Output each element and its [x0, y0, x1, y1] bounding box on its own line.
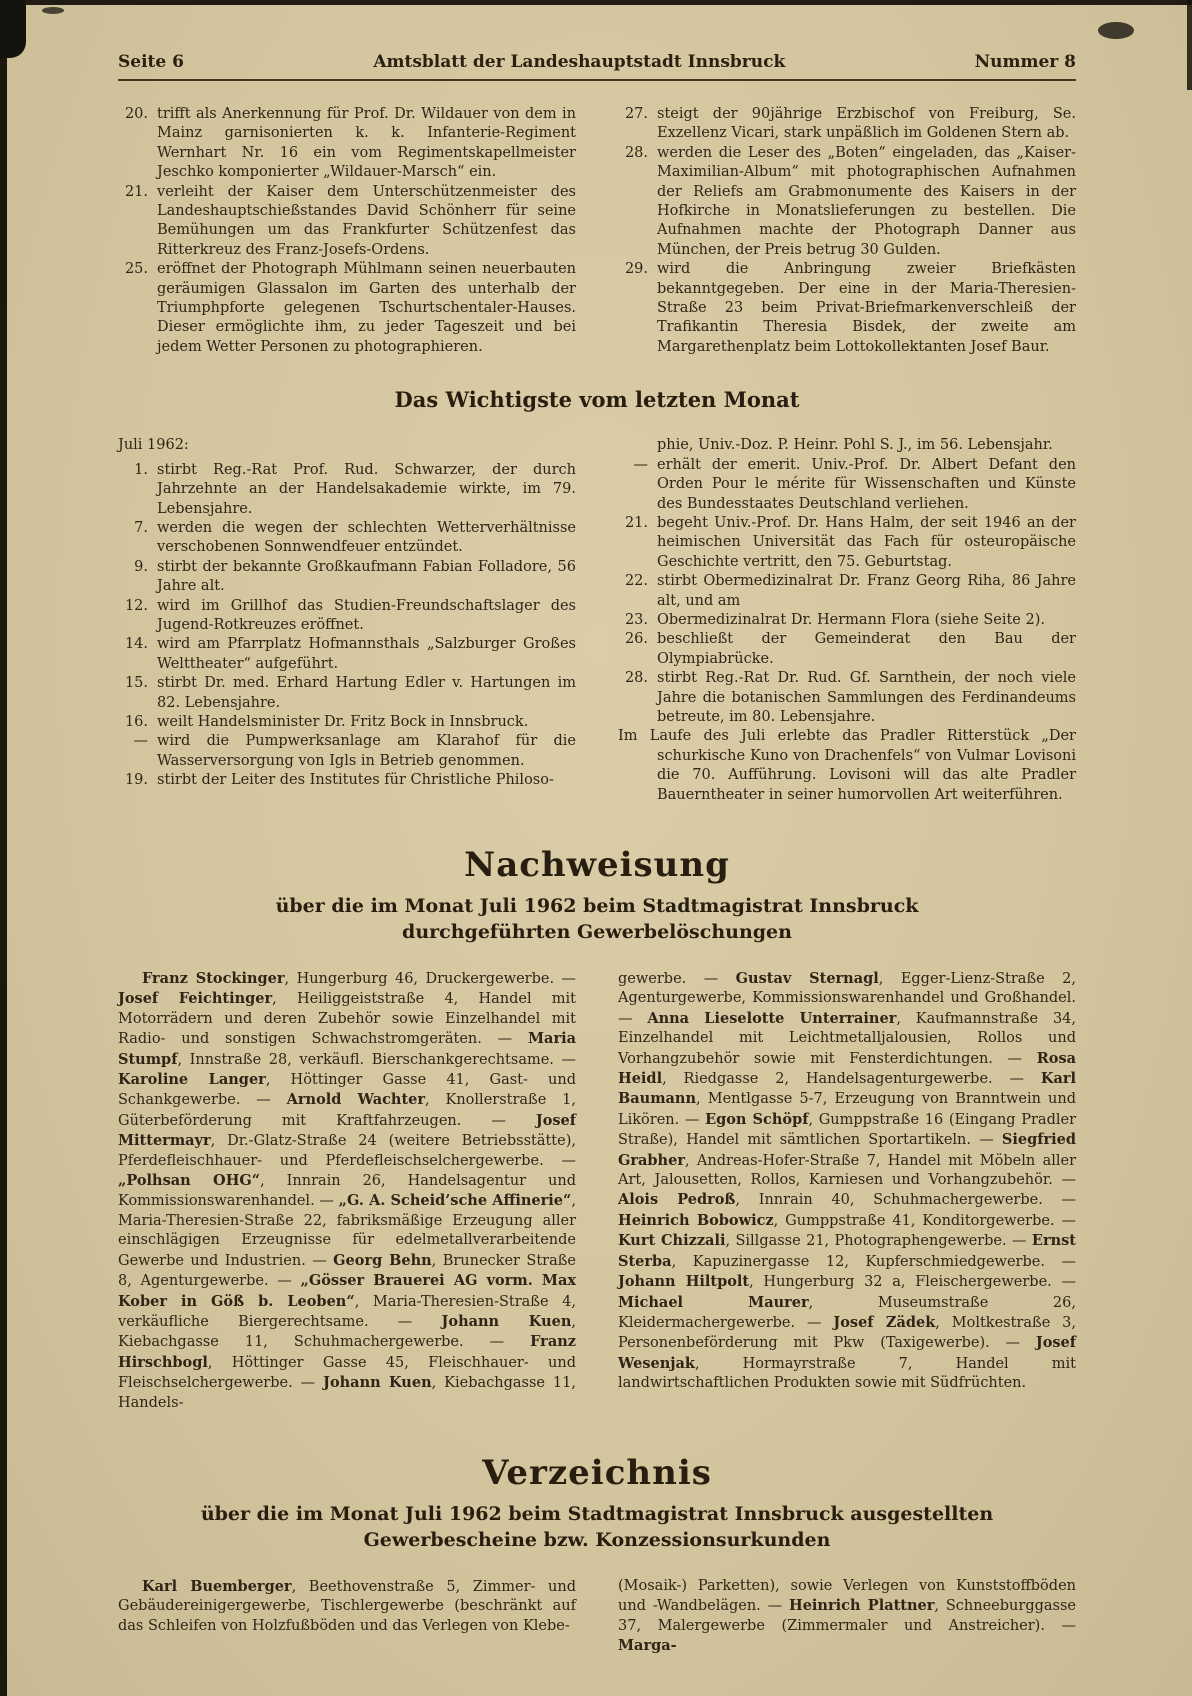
nachweisung-subheading: [118, 893, 1076, 945]
entry-number: 21.: [124, 183, 148, 200]
entry-number: 1.: [134, 461, 148, 478]
paragraph-text: , Schneeburggasse 37, Malergewerbe (Zimmermaler und Anstreicher). —: [618, 1598, 1076, 1634]
person-name: Johann Kuen: [323, 1374, 432, 1392]
entry-number: 29.: [624, 261, 648, 278]
entry-text: stirbt der Leiter des Institutes für Christliche Philoso-: [157, 772, 554, 789]
person-name: Gustav Sternagl: [735, 970, 879, 987]
chronicle-entry: [118, 461, 576, 519]
entry-number: 26.: [624, 631, 648, 648]
person-name: Maria Stumpf: [118, 1030, 576, 1068]
person-name: Josef Wesenjak: [618, 1334, 1076, 1372]
paragraph-text: , Moltkestraße 3, Personenbeförderung mit Pkw (Taxigewerbe). —: [618, 1314, 1076, 1352]
person-name: Heinrich Bobowicz: [618, 1211, 774, 1229]
entry-number: [618, 436, 648, 455]
paragraph-text: , Beethovenstraße 5, Zimmer- und Gebäudereinigergewerbe, Tischlergewerbe (beschränkt auf das Schleifen von Holzfußböden und das Verlegen von Klebe-: [118, 1578, 576, 1634]
heading-nachweisung: Nachweisung: [464, 845, 730, 885]
paragraph-text: , Mentlgasse 5-7, Erzeugung von Branntwein und Likören. —: [618, 1091, 1076, 1128]
entry-text: trifft als Anerkennung für Prof. Dr. Wildauer von dem in Mainz garnisonierten k. k. Infanterie-Regiment Wernhart Nr. 16 ein vom Regimentskapellmeister Jeschko komponierter „Wildauer-Marsch“ ein.: [157, 106, 576, 181]
entry-text: stirbt der bekannte Großkaufmann Fabian Folladore, 56 Jahre alt.: [157, 558, 576, 595]
entry-text: phie, Univ.-Doz. P. Heinr. Pohl S. J., im 56. Lebensjahr.: [657, 437, 1053, 454]
july-left-column: [118, 436, 576, 805]
chronicle-entry: [118, 183, 576, 261]
person-name: Karl Buemberger: [142, 1577, 292, 1595]
paragraph-text: , Knollerstraße 1, Güterbeförderung mit Kraftfahrzeugen. —: [118, 1092, 577, 1129]
chronicle-entry: [118, 558, 576, 597]
entry-text: beschließt der Gemeinderat den Bau der Olympiabrücke.: [657, 631, 1076, 667]
verzeichnis-subheading-line1: über die im Monat Juli 1962 beim Stadtmagistrat Innsbruck ausgestellten: [200, 1502, 994, 1525]
entry-number: 9.: [134, 558, 148, 575]
chronicle-entry: [118, 674, 576, 713]
entry-text: stirbt Reg.-Rat Prof. Rud. Schwarzer, der durch Jahrzehnte an der Handelsakademie wirkte, im 79. Lebensjahre.: [157, 461, 576, 517]
chronicle-june-section: [118, 105, 1076, 357]
july-right-column: [618, 436, 1076, 805]
entry-text: werden die wegen der schlechten Wetterverhältnisse verschobenen Sonnwendfeuer entzündet.: [157, 519, 576, 556]
person-name: Siegfried Grabher: [618, 1131, 1076, 1169]
issue-number: Nummer 8: [974, 52, 1076, 72]
chronicle-july-section: [118, 436, 1076, 805]
page-content: [118, 52, 1076, 1657]
scan-corner-artifact: [0, 0, 26, 58]
chronicle-entry: [618, 611, 1076, 630]
nachweisung-section: [118, 969, 1076, 1413]
paragraph-text: , Maria-Theresien-Straße 22, fabriksmäßige Erzeugung aller einschlägigen Erzeugnisse für edelmetallverarbeitende Gewerbe und Industrien. —: [118, 1193, 576, 1269]
chronicle-entry: [618, 144, 1076, 260]
chronicle-entry: [618, 630, 1076, 669]
july-left-entries: [118, 461, 576, 791]
entry-number: 27.: [624, 106, 648, 122]
scan-edge-left: [0, 0, 7, 1696]
person-name: Karl Baumann: [618, 1070, 1076, 1108]
entry-text: wird im Grillhof das Studien-Freundschaftslager des Jugend-Rotkreuzes eröffnet.: [157, 597, 576, 633]
entry-text: werden die Leser des „Boten“ eingeladen, das „Kaiser-Maximilian-Album“ mit photographischen Aufnahmen der Reliefs am Grabmonumente des Kaisers in der Hofkirche in Monatslieferungen zu bestellen. Die Aufnahmen machte der Photograph Danner aus München, der Preis betrug 30 Gulden.: [657, 144, 1076, 258]
chronicle-entry: [118, 519, 576, 558]
paragraph-text: , Kiebachgasse 11, Schuhmachergewerbe. —: [118, 1313, 576, 1351]
chronicle-entry: [118, 771, 576, 790]
person-name: Josef Feichtinger: [118, 990, 273, 1008]
scan-speck: [42, 7, 64, 14]
chronicle-entry: [618, 436, 1076, 455]
june-right-column: [618, 105, 1076, 357]
entry-text: Obermedizinalrat Dr. Hermann Flora (siehe Seite 2).: [657, 611, 1045, 628]
chronicle-entry: [118, 260, 576, 357]
paragraph-text: , Hormayrstraße 7, Handel mit landwirtschaftlichen Produkten sowie mit Südfrüchten.: [618, 1355, 1076, 1392]
person-name: Michael Maurer: [618, 1293, 809, 1311]
person-name: Kurt Chizzali: [618, 1232, 726, 1250]
verzeichnis-subheading-line2: Gewerbescheine bzw. Konzessionsurkunden: [363, 1528, 831, 1551]
entry-number: 28.: [624, 670, 648, 687]
entry-text: eröffnet der Photograph Mühlmann seinen neuerbauten geräumigen Glassalon im Garten des unterhalb der Triumphpforte gelegenen Tschurtschentaler-Hauses. Dieser ermöglichte ihm, zu jeder Tageszeit und bei jedem Wetter Personen zu photographieren.: [157, 261, 576, 355]
chronicle-entry: [618, 669, 1076, 727]
person-name: Franz Stockinger: [142, 970, 285, 987]
scan-edge-top: [0, 0, 1192, 5]
chronicle-entry: [618, 105, 1076, 144]
entry-text: stirbt Obermedizinalrat Dr. Franz Georg Riha, 86 Jahre alt, und am: [657, 573, 1076, 609]
person-name: Franz Hirschbogl: [118, 1333, 576, 1371]
chronicle-entry: [118, 105, 576, 183]
entry-number: 19.: [124, 772, 148, 789]
person-name: „G. A. Scheid’sche Affinerie“: [338, 1192, 572, 1210]
chronicle-entry: [618, 572, 1076, 611]
paragraph-text: , Hungerburg 32 a, Fleischergewerbe. —: [749, 1274, 1076, 1291]
entry-number: 23.: [624, 611, 648, 628]
entry-number: 15.: [124, 675, 148, 692]
nachweisung-left-column: [118, 969, 576, 1413]
paragraph-text: , Maria-Theresien-Straße 4, verkäufliche Biergerechtsame. —: [118, 1293, 576, 1330]
person-name: Josef Zädek: [833, 1313, 936, 1331]
person-name: Georg Behn: [333, 1251, 432, 1269]
paragraph-text: , Heiliggeiststraße 4, Handel mit Motorrädern und deren Zubehör sowie Einzelhandel mit Radio- und sonstigen Schwachstromgeräten. —: [118, 991, 576, 1048]
page-header: [118, 52, 1076, 72]
paragraph-text: , Hungerburg 46, Druckergewerbe. —: [284, 971, 576, 987]
paragraph-text: , Innstraße 28, verkäufl. Bierschankgerechtsame. —: [177, 1051, 576, 1068]
entry-number: 14.: [124, 636, 148, 653]
verzeichnis-right-column: [618, 1577, 1076, 1657]
scan-edge-right: [1187, 0, 1192, 90]
entry-text: Im Laufe des Juli erlebte das Pradler Ritterstück „Der schurkische Kuno von Drachenfels“ von Vulmar Lovisoni die 70. Aufführung. Lovisoni will das alte Pradler Bauerntheater in seiner humorvollen Art weiterführen.: [618, 728, 1076, 803]
entry-text: steigt der 90jährige Erzbischof von Freiburg, Se. Exzellenz Vicari, stark unpäßlich im Goldenen Stern ab.: [657, 106, 1076, 142]
person-name: Alois Pedroß: [618, 1191, 736, 1209]
paragraph-text: , Museumstraße 26, Kleidermachergewerbe. —: [618, 1294, 1076, 1331]
chronicle-entry: [118, 713, 576, 732]
scan-smudge-top-right: [1098, 22, 1134, 39]
june-left-column: [118, 105, 576, 357]
entry-text: begeht Univ.-Prof. Dr. Hans Halm, der seit 1946 an der heimischen Universität das Fach für osteuropäische Geschichte vertritt, den 75. Geburtstag.: [657, 514, 1076, 570]
entry-number: 28.: [624, 144, 648, 161]
paragraph-text: , Höttinger Gasse 45, Fleischhauer- und Fleischselchergewerbe. —: [118, 1354, 576, 1392]
paragraph-text: , Dr.-Glatz-Straße 24 (weitere Betriebsstätte), Pferdefleischhauer- und Pferdefleischselchergewerbe. —: [118, 1133, 576, 1169]
entry-text: erhält der emerit. Univ.-Prof. Dr. Albert Defant den Orden Pour le mérite für Wissenschaften und Künste des Bundesstaates Deutschland verliehen.: [657, 456, 1076, 512]
paragraph-text: , Riedgasse 2, Handelsagenturgewerbe. —: [662, 1071, 1041, 1088]
paragraph-text: , Brunecker Straße 8, Agenturgewerbe. —: [118, 1252, 577, 1290]
verzeichnis-left-column: [118, 1577, 576, 1657]
entry-number: 21.: [624, 514, 648, 531]
section-heading-monat: Das Wichtigste vom letzten Monat: [394, 387, 800, 413]
entry-text: stirbt Dr. med. Erhard Hartung Edler v. Hartungen im 82. Lebensjahre.: [157, 675, 576, 711]
nachweisung-subheading-line1: über die im Monat Juli 1962 beim Stadtmagistrat Innsbruck: [275, 895, 919, 917]
date-label: Juli 1962:: [118, 437, 189, 454]
paragraph-text: , Kiebachgasse 11, Handels-: [118, 1375, 576, 1411]
paragraph-text: , Gumppstraße 41, Konditorgewerbe. —: [773, 1212, 1076, 1229]
chronicle-entry: [618, 260, 1076, 357]
chronicle-entry: [118, 635, 576, 674]
paragraph-text: , Sillgasse 21, Photographengewerbe. —: [725, 1233, 1032, 1250]
paragraph-text: (Mosaik-) Parketten), sowie Verlegen von Kunststoffböden und -Wandbelägen. —: [618, 1577, 1076, 1615]
paragraph-text: , Kapuzinergasse 12, Kupferschmiedgewerbe. —: [671, 1253, 1076, 1270]
person-name: Marga-: [618, 1637, 677, 1655]
entry-text: stirbt Reg.-Rat Dr. Rud. Gf. Sarnthein, der noch viele Jahre die botanischen Sammlungen des Ferdinandeums betreute, im 80. Lebensjahre.: [657, 670, 1076, 725]
entry-number: —: [133, 733, 148, 750]
paragraph-text: , Gumppstraße 16 (Eingang Pradler Straße), Handel mit sämtlichen Sportartikeln. —: [618, 1111, 1077, 1149]
person-name: Karoline Langer: [118, 1071, 266, 1089]
person-name: Josef Mittermayr: [118, 1111, 576, 1150]
person-name: Arnold Wachter: [286, 1091, 426, 1109]
chronicle-entry: [118, 597, 576, 636]
chronicle-entry: [618, 456, 1076, 514]
paragraph-text: , Innrain 26, Handelsagentur und Kommissionswarenhandel. —: [118, 1173, 576, 1210]
nachweisung-subheading-line2: durchgeführten Gewerbelöschungen: [402, 921, 792, 943]
header-rule: [118, 79, 1076, 81]
paragraph-text: , Egger-Lienz-Straße 2, Agenturgewerbe, Kommissionswarenhandel und Großhandel. —: [618, 971, 1076, 1027]
entry-text: wird die Pumpwerksanlage am Klarahof für die Wasserversorgung von Igls in Betrieb genommen.: [157, 733, 576, 769]
person-name: „Gösser Brauerei AG vorm. Max Kober in Göß b. Leoben“: [118, 1272, 576, 1310]
nachweisung-right-column: [618, 969, 1076, 1413]
person-name: Anna Lieselotte Unterrainer: [647, 1009, 897, 1027]
masthead-title: Amtsblatt der Landeshauptstadt Innsbruck: [373, 52, 786, 72]
person-name: Johann Kuen: [441, 1312, 572, 1330]
entry-text: verleiht der Kaiser dem Unterschützenmeister des Landeshauptschießstandes David Schönherr für seine Bemühungen um das Frankfurter Schützenfest das Ritterkreuz des Franz-Josefs-Ordens.: [157, 183, 576, 258]
chronicle-entry: [618, 514, 1076, 572]
person-name: Johann Hiltpolt: [618, 1273, 750, 1291]
chronicle-entry: [618, 727, 1076, 805]
entry-text: weilt Handelsminister Dr. Fritz Bock in Innsbruck.: [157, 713, 529, 730]
person-name: Heinrich Plattner: [789, 1597, 935, 1615]
entry-number: 25.: [124, 261, 148, 278]
entry-text: wird am Pfarrplatz Hofmannsthals „Salzburger Großes Welttheater“ aufgeführt.: [157, 636, 576, 672]
person-name: Rosa Heidl: [618, 1049, 1076, 1088]
entry-number: 7.: [134, 519, 148, 536]
entry-number: 16.: [124, 713, 148, 730]
person-name: Ernst Sterba: [618, 1232, 1076, 1270]
verzeichnis-subheading: [118, 1501, 1076, 1553]
paragraph-text: , Andreas-Hofer-Straße 7, Handel mit Möbeln aller Art, Jalousetten, Rollos, Karniesen und Vorhangzubehör. —: [618, 1152, 1076, 1189]
paragraph-text: , Kaufmannstraße 34, Einzelhandel mit Leichtmetalljalousien, Rollos und Vorhangzubehör sowie mit Fensterdichtungen. —: [618, 1010, 1076, 1067]
page-number: Seite 6: [118, 52, 184, 72]
entry-number: 22.: [624, 573, 648, 590]
verzeichnis-section: [118, 1577, 1076, 1657]
entry-number: —: [633, 456, 648, 473]
paragraph-text: , Innrain 40, Schuhmachergewerbe. —: [735, 1192, 1076, 1209]
entry-text: wird die Anbringung zweier Briefkästen bekanntgegeben. Der eine in der Maria-Theresien-Straße 23 beim Privat-Briefmarkenverschleiß der Trafikantin Theresia Bisdek, der zweite am Margarethenplatz beim Lottokollektanten Josef Baur.: [657, 261, 1076, 355]
heading-verzeichnis: Verzeichnis: [482, 1452, 712, 1493]
paragraph-text: gewerbe. —: [618, 971, 736, 987]
person-name: „Polhsan OHG“: [118, 1172, 261, 1190]
entry-number: 20.: [124, 106, 148, 122]
paragraph-text: , Höttinger Gasse 41, Gast- und Schankgewerbe. —: [118, 1072, 577, 1109]
person-name: Egon Schöpf: [705, 1110, 809, 1128]
chronicle-entry: [118, 732, 576, 771]
entry-number: 12.: [124, 597, 148, 614]
